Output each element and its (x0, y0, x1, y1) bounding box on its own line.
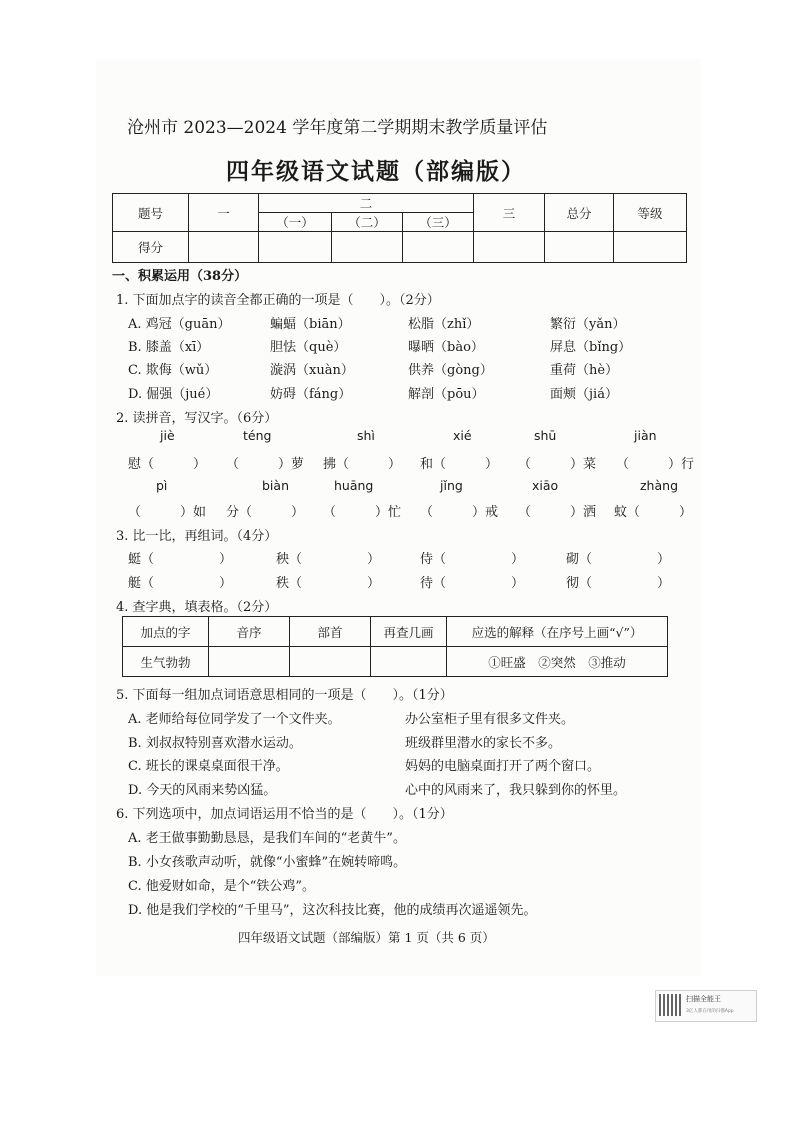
q1-option: 供养（gòng） (408, 363, 493, 378)
pinyin: shì (357, 428, 375, 443)
blank-item: 分（ ） (226, 505, 305, 520)
dict-blank (371, 647, 447, 677)
dict-options: ①旺盛 ②突然 ③推动 (447, 647, 668, 677)
pinyin: huāng (334, 478, 374, 493)
dict-header: 再查几画 (371, 617, 447, 647)
dictionary-table (122, 616, 668, 677)
score-cell (189, 232, 259, 263)
q2-stem: 2. 读拼音，写汉字。（6分） (116, 411, 278, 426)
q1-option: 胆怯（què） (270, 340, 347, 355)
q1-option: 繁衍（yǎn） (550, 317, 626, 332)
score-table (112, 193, 687, 263)
q1-stem: 1. 下面加点字的读音全都正确的一项是（ ）。（2分） (116, 293, 440, 308)
scanner-brand: 扫描全能王 (686, 995, 721, 1003)
q5-option: D. 今天的风雨来势凶猛。 (128, 783, 277, 798)
score-sub-1: （一） (259, 213, 332, 232)
blank-item: 蚊（ ） (614, 505, 693, 520)
q5-option: 心中的风雨来了，我只躲到你的怀里。 (405, 783, 627, 798)
score-col-one: 一 (189, 194, 259, 232)
q5-option: A. 老师给每位同学发了一个文件夹。 (128, 712, 341, 727)
dict-header: 部首 (290, 617, 371, 647)
pinyin: pì (156, 478, 168, 493)
q5-option: 办公室柜子里有很多文件夹。 (405, 712, 575, 727)
q6-stem: 6. 下列选项中，加点词语运用不恰当的是（ ）。（1分） (116, 807, 453, 822)
score-cell (474, 232, 545, 263)
blank-item: （ ）行 (616, 457, 695, 472)
blank-item: 和（ ） (420, 457, 499, 472)
compare-item: 秩（ ） (276, 576, 381, 591)
q6-option: A. 老王做事勤勤恳恳，是我们车间的“老黄牛”。 (128, 831, 406, 846)
q1-option: 解剖（pōu） (408, 387, 485, 402)
pinyin: jǐng (440, 478, 463, 493)
dict-word: 生气勃勃 (123, 647, 209, 677)
blank-item: （ ）菜 (518, 457, 597, 472)
q1-option: 妨碍（fáng） (270, 387, 352, 402)
dict-header: 应选的解释（在序号上画“√”） (447, 617, 668, 647)
q1-option: 屏息（bǐng） (550, 340, 632, 355)
q6-option: C. 他爱财如命，是个“铁公鸡”。 (128, 879, 316, 894)
q1-option: 曝晒（bào） (408, 340, 484, 355)
q5-stem: 5. 下面每一组加点词语意思相同的一项是（ ）。（1分） (116, 688, 453, 703)
score-cell (259, 232, 332, 263)
compare-item: 蜓（ ） (128, 552, 233, 567)
q6-option: D. 他是我们学校的“千里马”，这次科技比赛，他的成绩再次遥遥领先。 (128, 903, 537, 918)
dict-header: 加点的字 (123, 617, 209, 647)
exam-subtitle: 四年级语文试题（部编版） (226, 158, 526, 185)
q5-option: 妈妈的电脑桌面打开了两个窗口。 (405, 759, 601, 774)
q4-stem: 4. 查字典，填表格。（2分） (116, 600, 278, 615)
score-sub-3: （三） (403, 213, 474, 232)
compare-item: 侍（ ） (420, 552, 525, 567)
blank-item: 慰（ ） (128, 457, 207, 472)
q6-option: B. 小女孩歌声动听，就像“小蜜蜂”在婉转啼鸣。 (128, 855, 407, 870)
scanner-watermark (655, 990, 757, 1022)
q1-option: B. 膝盖（xī） (128, 340, 210, 355)
compare-item: 彻（ ） (566, 576, 671, 591)
dict-header: 音序 (209, 617, 290, 647)
pinyin: shū (534, 428, 557, 443)
dict-blank (290, 647, 371, 677)
compare-item: 秧（ ） (276, 552, 381, 567)
score-cell (332, 232, 403, 263)
q1-option: 蝙蝠（biān） (270, 317, 351, 332)
dict-blank (209, 647, 290, 677)
pinyin: téng (243, 428, 272, 443)
blank-item: （ ）萝 (226, 457, 305, 472)
q3-stem: 3. 比一比，再组词。（4分） (116, 529, 278, 544)
pinyin: zhàng (640, 478, 679, 493)
page-footer: 四年级语文试题（部编版）第 1 页（共 6 页） (238, 930, 495, 945)
score-sub-2: （二） (332, 213, 403, 232)
q1-option: 漩涡（xuàn） (270, 363, 354, 378)
pinyin: xiāo (532, 478, 559, 493)
score-cell (403, 232, 474, 263)
q1-option: 松脂（zhǐ） (408, 317, 480, 332)
score-header-label: 题号 (113, 194, 189, 232)
blank-item: （ ）戒 (420, 505, 499, 520)
q1-option: 重荷（hè） (550, 363, 619, 378)
q1-option: C. 欺侮（wǔ） (128, 363, 218, 378)
pinyin: jiè (160, 428, 175, 443)
q5-option: C. 班长的课桌桌面很干净。 (128, 759, 289, 774)
score-col-total: 总分 (545, 194, 614, 232)
compare-item: 砌（ ） (566, 552, 671, 567)
blank-item: （ ）如 (128, 505, 207, 520)
q5-option: 班级群里潜水的家长不多。 (405, 736, 562, 751)
score-cell (545, 232, 614, 263)
blank-item: （ ）洒 (518, 505, 597, 520)
exam-title: 沧州市 2023—2024 学年度第二学期期末教学质量评估 (127, 118, 548, 138)
compare-item: 艇（ ） (128, 576, 233, 591)
q1-option: 面颊（jiá） (550, 387, 618, 402)
score-col-grade: 等级 (614, 194, 687, 232)
compare-item: 待（ ） (420, 576, 525, 591)
q1-option: A. 鸡冠（guān） (128, 317, 231, 332)
pinyin: biàn (262, 478, 289, 493)
q5-option: B. 刘叔叔特别喜欢潜水运动。 (128, 736, 302, 751)
pinyin: xié (453, 428, 472, 443)
pinyin: jiàn (634, 428, 657, 443)
section-heading: 一、积累运用（38分） (112, 269, 248, 284)
qr-code-icon (659, 994, 681, 1016)
score-row-label: 得分 (113, 232, 189, 263)
blank-item: 拂（ ） (323, 457, 402, 472)
score-col-three: 三 (474, 194, 545, 232)
blank-item: （ ）忙 (323, 505, 402, 520)
score-cell (614, 232, 687, 263)
scanner-tagline: 3亿人都在用的扫描App (686, 1009, 734, 1014)
q1-option: D. 倔强（jué） (128, 387, 219, 402)
score-col-two: 二 (259, 194, 474, 213)
